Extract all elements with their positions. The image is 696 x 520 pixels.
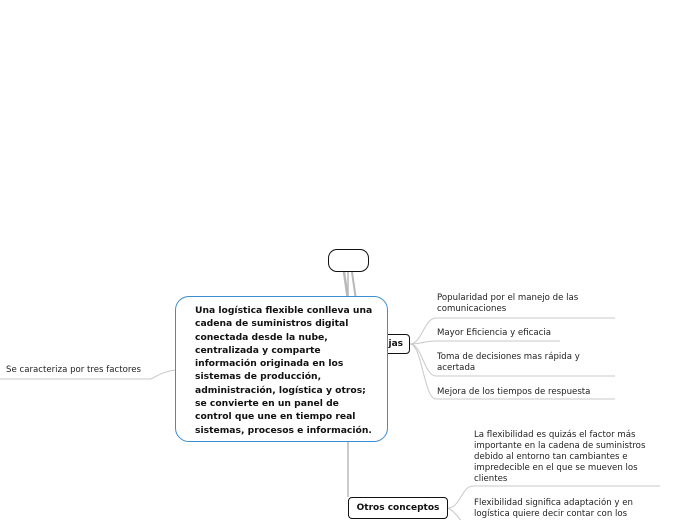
otros-item-label: La flexibilidad es quizás el factor más importante en la cadena de suministros debido al entorno tan cambiantes e impredecible en el que se mueven los clientes	[474, 430, 646, 484]
ventajas-item-label: Mayor Eficiencia y eficacia	[437, 328, 551, 338]
ventajas-item[interactable]	[437, 387, 612, 398]
left-topic-label: Se caracteriza por tres factores	[6, 365, 142, 375]
connector-ventajas-2	[410, 341, 560, 344]
branch-otros-label: Otros conceptos	[356, 503, 440, 513]
ventajas-item[interactable]	[437, 293, 612, 315]
branch-ventajas-label: jas	[388, 339, 403, 349]
ventajas-item-label: Popularidad por el manejo de las comunicaciones	[437, 293, 579, 314]
connector-otros-2	[448, 508, 462, 520]
otros-item-label: Flexibilidad significa adaptación y en logística quiere decir contar con los	[474, 498, 633, 519]
otros-item[interactable]	[474, 430, 656, 485]
left-topic[interactable]	[6, 365, 166, 376]
ventajas-item-label: Mejora de los tiempos de respuesta	[437, 387, 591, 397]
ventajas-item[interactable]	[437, 352, 612, 374]
ventajas-item[interactable]	[437, 328, 612, 339]
callout-note[interactable]	[175, 296, 388, 442]
otros-item[interactable]	[474, 498, 656, 520]
branch-otros-conceptos[interactable]	[348, 497, 448, 519]
ventajas-item-label: Toma de decisiones mas rápida y acertada	[437, 352, 580, 373]
callout-text: Una logística flexible conlleva una cadena de suministros digital conectada desde la nube, centralizada y comparte información originada en los sistemas de producción, administración, logística y otros; se convierte en un panel de control que une en tiempo real sistemas, procesos e información.	[195, 305, 373, 436]
root-node[interactable]	[328, 249, 369, 272]
